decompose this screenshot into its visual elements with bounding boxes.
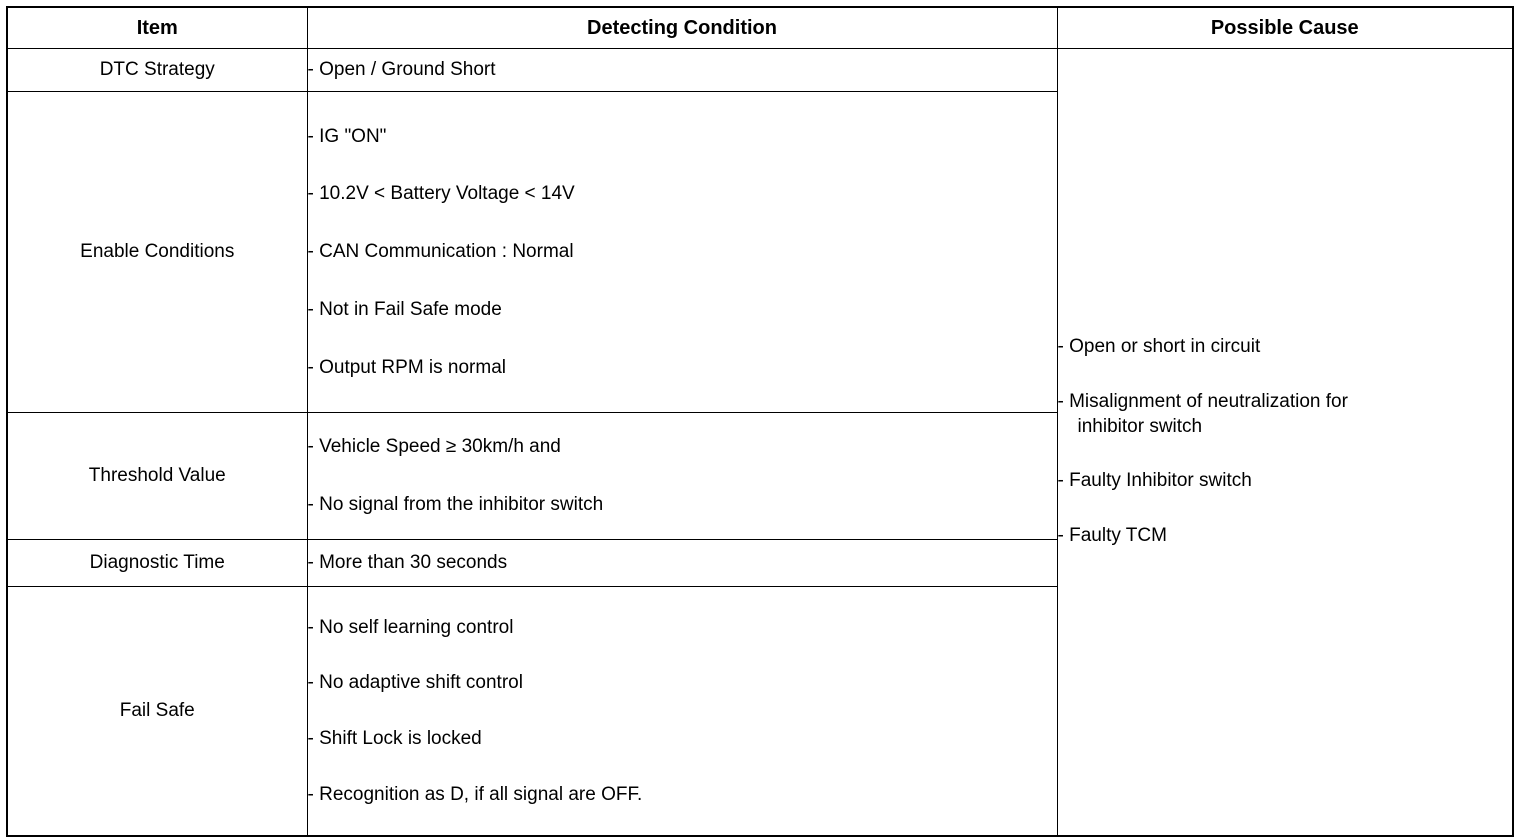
cause-item: [1058, 524, 1513, 549]
condition-line: - Vehicle Speed ≥ 30km/h and: [307, 436, 561, 458]
condition-line: - CAN Communication : Normal: [307, 241, 574, 263]
condition-line: - Open / Ground Short: [307, 59, 496, 81]
cause-item-text-continued: inhibitor switch: [1077, 415, 1203, 437]
cause-item-text: - Faulty TCM: [1057, 525, 1167, 547]
cause-item-text: - Misalignment of neutralization for: [1057, 390, 1348, 412]
cause-item: [1058, 335, 1513, 360]
condition-line: - No adaptive shift control: [307, 672, 523, 694]
item-label-dtc-strategy: DTC Strategy: [7, 49, 307, 92]
document-page: [0, 6, 1520, 820]
table-header-row: [7, 7, 1513, 49]
condition-line: - Recognition as D, if all signal are OFF.: [307, 783, 643, 805]
dtc-diagnostic-table: [6, 6, 1514, 837]
cause-item-text: - Open or short in circuit: [1057, 336, 1261, 358]
item-label-diagnostic-time: Diagnostic Time: [7, 540, 307, 587]
detecting-condition-threshold-value: [307, 413, 1057, 540]
possible-cause-cell: [1057, 49, 1513, 837]
cause-item-text: - Faulty Inhibitor switch: [1057, 470, 1252, 492]
table-header: [7, 7, 1513, 49]
item-label-threshold-value: Threshold Value: [7, 413, 307, 540]
detecting-condition-dtc-strategy: [307, 49, 1057, 92]
item-label-enable-conditions: Enable Conditions: [7, 92, 307, 413]
column-header-possible-cause: Possible Cause: [1057, 7, 1513, 49]
condition-line: - More than 30 seconds: [307, 552, 508, 574]
column-header-detecting-condition: Detecting Condition: [307, 7, 1057, 49]
cause-item: [1058, 469, 1513, 494]
condition-line: - IG "ON": [307, 125, 387, 147]
detecting-condition-enable-conditions: [307, 92, 1057, 413]
table-row: [7, 49, 1513, 92]
condition-line: - Not in Fail Safe mode: [307, 298, 502, 320]
detecting-condition-diagnostic-time: [307, 540, 1057, 587]
detecting-condition-fail-safe: [307, 587, 1057, 837]
condition-line: - 10.2V < Battery Voltage < 14V: [307, 183, 575, 205]
condition-line: - No self learning control: [307, 616, 514, 638]
table-body: [7, 49, 1513, 837]
item-label-fail-safe: Fail Safe: [7, 587, 307, 837]
column-header-item: Item: [7, 7, 307, 49]
cause-item: [1058, 390, 1513, 439]
condition-line: - Shift Lock is locked: [307, 728, 482, 749]
condition-line: - No signal from the inhibitor switch: [307, 494, 604, 515]
condition-line: - Output RPM is normal: [307, 356, 506, 378]
